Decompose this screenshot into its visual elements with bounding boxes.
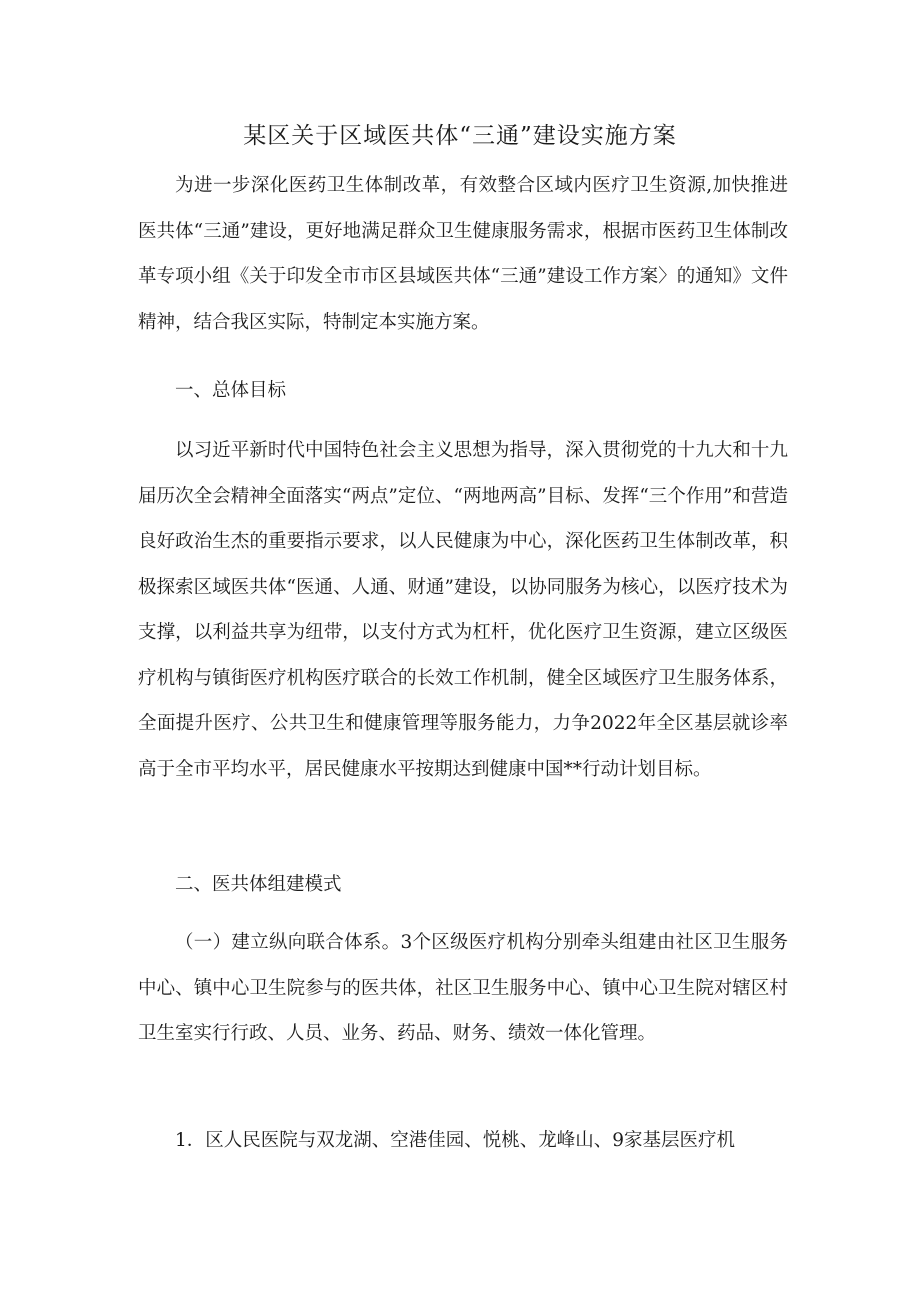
- document-title: 某区关于区域医共体“三通”建设实施方案: [243, 123, 677, 149]
- section-heading-model: 二、医共体组建模式: [175, 874, 342, 895]
- model-subsection-paragraph: （一）建立纵向联合体系。3个区级医疗机构分别牵头组建由社区卫生服务中心、镇中心卫生院参与的医共体，社区卫生服务中心、镇中心卫生院对辖区村卫生室实行行政、人员、业务、药品、财务、绩效一体化管理。: [138, 932, 788, 1044]
- intro-paragraph: 为进一步深化医药卫生体制改革，有效整合区域内医疗卫生资源,加快推进医共体“三通”建设，更好地满足群众卫生健康服务需求，根据市医药卫生体制改革专项小组《关于印发全市市区县域医共体“三通”建设工作方案〉的通知》文件精神，结合我区实际，特制定本实施方案。: [138, 175, 788, 333]
- section-heading-goals: 一、总体目标: [175, 380, 287, 401]
- goals-paragraph: 以习近平新时代中国特色社会主义思想为指导，深入贯彻党的十九大和十九届历次全会精神全面落实“两点”定位、“两地两高”目标、发挥“三个作用”和营造良好政治生杰的重要指示要求，以人民健康为中心，深化医药卫生体制改革，积极探索区域医共体“医通、人通、财通”建设，以协同服务为核心，以医疗技术为支撑，以利益共享为纽带，以支付方式为杠杆，优化医疗卫生资源，建立区级医疗机构与镇街医疗机构医疗联合的长效工作机制，健全区域医疗卫生服务体系，全面提升医疗、公共卫生和健康管理等服务能力，力争2022年全区基层就诊率高于全市平均水平，居民健康水平按期达到健康中国**行动计划目标。: [138, 440, 788, 780]
- model-item-paragraph: 1．区人民医院与双龙湖、空港佳园、悦桃、龙峰山、9家基层医疗机: [175, 1130, 736, 1151]
